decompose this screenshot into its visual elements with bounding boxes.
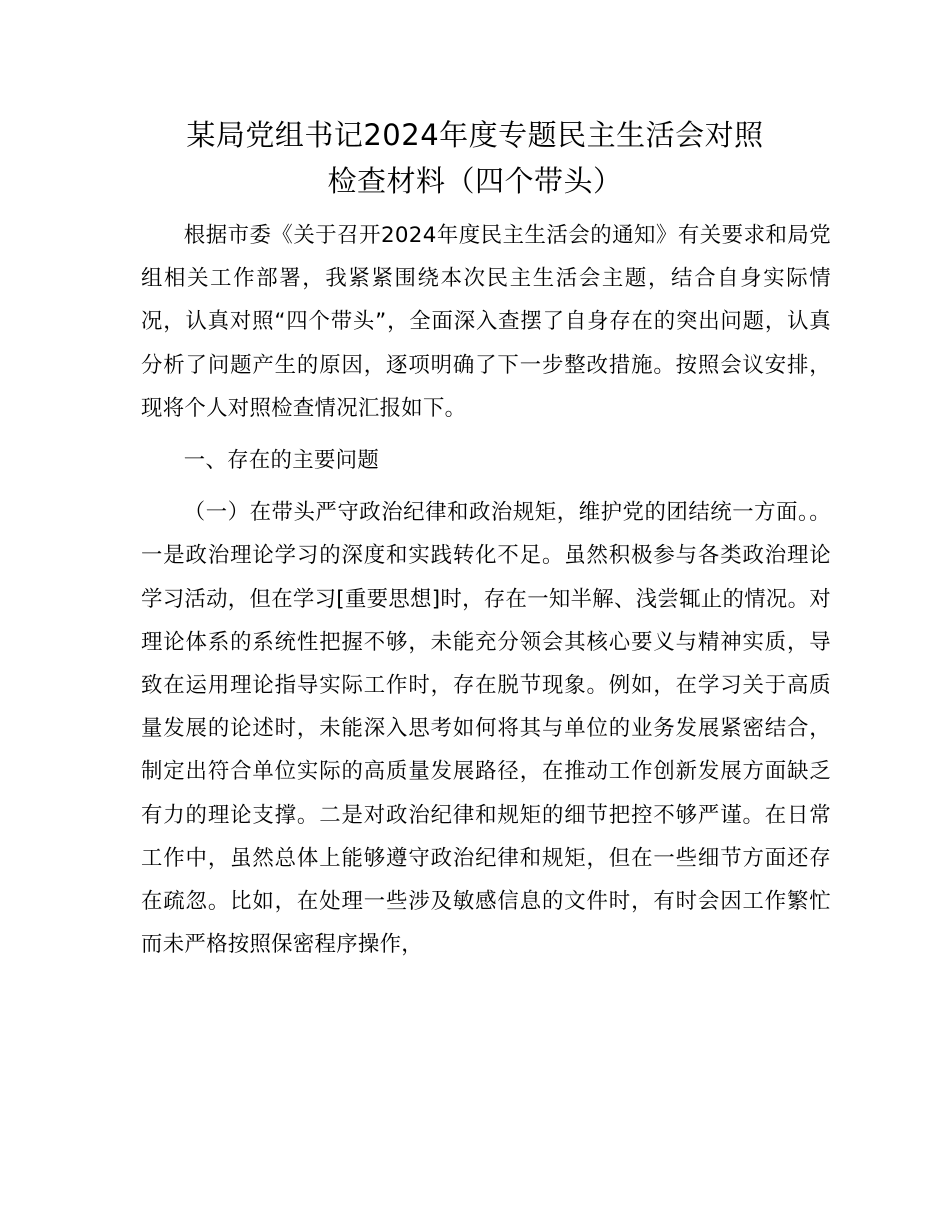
subsection-paragraph-political-discipline: （一）在带头严守政治纪律和政治规矩，维护党的团结统一方面。。一是政治理论学习的深度和实践转化不足。虽然积极参与各类政治理论学习活动，但在学习[重要思想]时，存在一知半解、浅尝辄止的情况。对理论体系的系统性把握不够，未能充分领会其核心要义与精神实质，导致在运用理论指导实际工作时，存在脱节现象。例如，在学习关于高质量发展的论述时，未能深入思考如何将其与单位的业务发展紧密结合，制定出符合单位实际的高质量发展路径，在推动工作创新发展方面缺乏有力的理论支撑。二是对政治纪律和规矩的细节把控不够严谨。在日常工作中，虽然总体上能够遵守政治纪律和规矩，但在一些细节方面还存在疏忽。比如，在处理一些涉及敏感信息的文件时，有时会因工作繁忙而未严格按照保密程序操作， (141, 500, 831, 958)
title-line-2: 检查材料（四个带头） (327, 164, 623, 198)
document-title (140, 112, 810, 204)
document-body (141, 214, 831, 966)
section-heading-problems: 一、存在的主要问题 (183, 448, 380, 474)
title-line-1: 某局党组书记2024年度专题民主生活会对照 (186, 118, 764, 152)
intro-paragraph: 根据市委《关于召开2024年度民主生活会的通知》有关要求和局党组相关工作部署，我紧紧围绕本次民主生活会主题，结合自身实际情况，认真对照“四个带头”，全面深入查摆了自身存在的突出问题，认真分析了问题产生的原因，逐项明确了下一步整改措施。按照会议安排，现将个人对照检查情况汇报如下。 (141, 223, 831, 421)
